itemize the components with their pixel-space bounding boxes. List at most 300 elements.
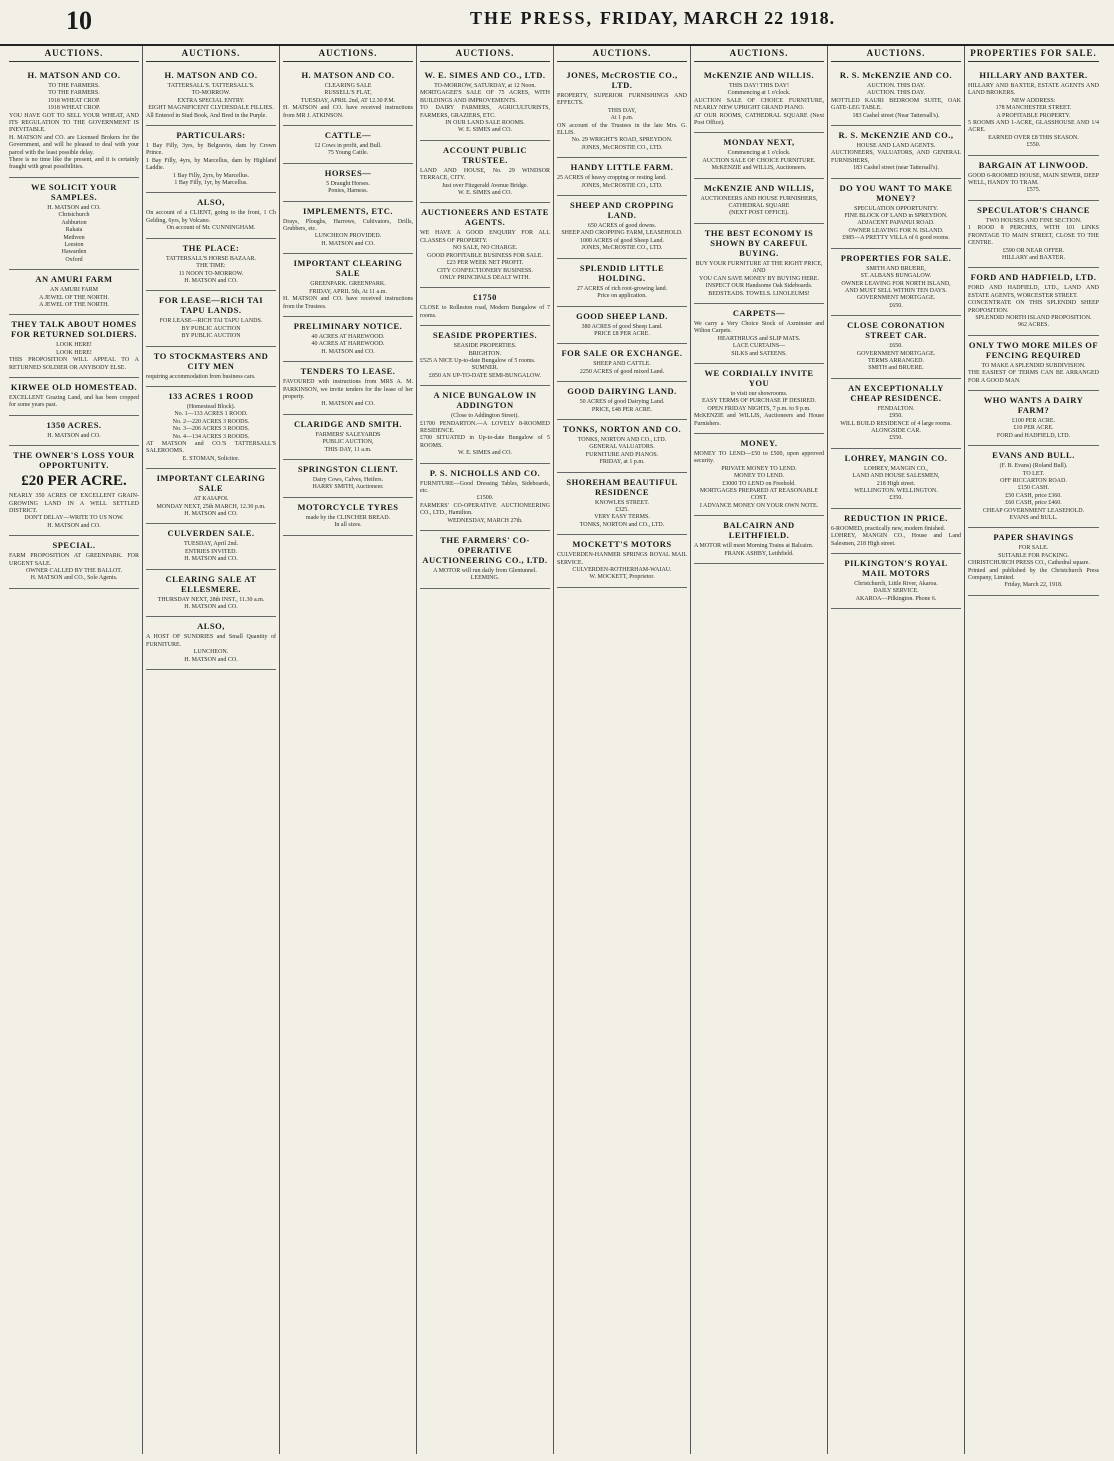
advertisement-text: LOHREY, MANGIN CO., House and Land Salesmen, 218 High street. — [831, 533, 961, 547]
advertisement-text: H. MATSON and CO. — [47, 522, 101, 529]
advertisement — [557, 307, 687, 345]
advertisement — [420, 203, 550, 288]
advertisement-text: HILLARY and BAXTER. — [1002, 254, 1065, 261]
advertisement-heading: IMPORTANT CLEARING SALE — [293, 258, 403, 279]
advertisement — [694, 224, 824, 304]
advertisement-text: Leeston — [64, 241, 84, 248]
advertisement-heading: 1350 ACRES. — [46, 419, 102, 430]
advertisement-text: Christchurch — [58, 212, 90, 219]
advertisement-text: £550. — [889, 435, 903, 442]
advertisement-text: Oxford — [65, 256, 83, 263]
advertisement-text: TO THE FARMERS. — [48, 83, 100, 89]
advertisement-text: AT MATSON and CO.'S TATTERSALL'S SALEROOMS. — [146, 440, 276, 455]
advertisement — [283, 164, 413, 202]
advertisement-heading: CULVERDEN SALE. — [167, 528, 255, 539]
advertisement-text: INSPECT OUR Handsome Oak Sideboards. — [705, 283, 813, 290]
advertisement-text: DON'T DELAY—WRITE TO US NOW. — [24, 515, 124, 522]
advertisement-text: VERY EASY TERMS. — [594, 514, 650, 521]
advertisement-text: OWNER CALLED BY THE BALLOT. — [25, 568, 123, 575]
advertisement-text: 218 High street. — [876, 480, 916, 487]
advertisement-text: AUCTIONEERS, VALUATORS, AND GENERAL FURNISHERS, — [831, 150, 961, 164]
advertisement-text: 1 Bay Filly, 2yrs, by Marcellus. — [173, 172, 249, 179]
advertisement-text: £950. — [889, 413, 903, 420]
advertisement-heading: SHEEP AND CROPPING LAND. — [570, 200, 674, 221]
advertisement-heading: FORD AND HADFIELD, LTD. — [970, 272, 1097, 283]
advertisement-text: No. 1—133 ACRES 1 ROOD. — [174, 411, 248, 418]
advertisement-text: ON account of the Trustees in the late Mrs. G. ELLIS. — [557, 122, 687, 137]
advertisement-text: W. E. SIMES and CO. — [458, 190, 512, 197]
advertisement — [146, 66, 276, 126]
advertisement-heading: CLEARING SALE AT ELLESMERE. — [165, 573, 257, 594]
advertisement-text: FOR SALE. — [1018, 545, 1049, 552]
advertisement — [968, 156, 1099, 201]
advertisement-text: (NEXT POST OFFICE). — [729, 210, 789, 217]
column-heading: AUCTIONS. — [831, 46, 961, 62]
advertisement-heading: MONDAY NEXT, — [723, 137, 795, 148]
advertisement-text: £150 CASH. — [1017, 485, 1049, 492]
advertisement-text: FRIDAY, at 1 p.m. — [599, 459, 645, 466]
advertisement-heading: AN AMURI FARM — [35, 274, 113, 285]
advertisement-text: AT OUR ROOMS, CATHEDRAL SQUARE (Next Post Office). — [694, 112, 824, 127]
advertisement-text: TONKS, NORTON and CO., LTD. — [579, 521, 665, 528]
advertisement-text: GOVERNMENT MORTGAGE. — [856, 295, 936, 302]
column-heading: AUCTIONS. — [694, 46, 824, 62]
advertisement-text: LEEMING. — [470, 575, 500, 582]
advertisement-text: H. MATSON and CO. — [184, 604, 238, 611]
advertisement-text: BY PUBLIC AUCTION — [181, 333, 241, 340]
page-number: 10 — [66, 6, 92, 35]
advertisement-text: £575. — [1026, 187, 1041, 194]
advertisement-heading: H. MATSON AND CO. — [27, 70, 121, 80]
advertisement — [968, 201, 1099, 268]
advertisement — [557, 473, 687, 536]
advertisement-text: £325. — [615, 506, 629, 513]
advertisement-text: MONEY TO LEND. — [733, 473, 785, 480]
advertisement-heading: AUCTIONEERS AND ESTATE AGENTS. — [421, 207, 549, 228]
advertisement-text: £100 PER ACRE. — [1011, 417, 1056, 424]
advertisement-heading: CLOSE CORONATION STREET CAR. — [847, 320, 945, 341]
advertisement-text: CATHEDRAL SQUARE — [728, 203, 790, 210]
advertisement-text: ONLY PRINCIPALS DEALT WITH. — [439, 274, 531, 281]
advertisement-text: 27 ACRES of rich root-growing land. — [576, 285, 668, 292]
advertisement-text: TWO HOUSES AND FINE SECTION. — [985, 217, 1082, 224]
advertisement-text: Commencing at 1 o'clock. — [727, 150, 791, 157]
advertisement-text: Friday, March 22, 1918. — [1004, 582, 1063, 589]
advertisement-heading: HORSES— — [324, 167, 372, 178]
newspaper-title: THE PRESS, — [470, 8, 594, 28]
advertisement — [420, 531, 550, 589]
advertisement-text: NEARLY 350 ACRES OF EXCELLENT GRAIN-GROWING LAND IN A WELL SETTLED DISTRICT. — [9, 493, 139, 514]
advertisement-heading: PILKINGTON'S ROYAL MAIL MOTORS — [844, 558, 948, 579]
advertisement-text: Rakaia — [65, 227, 83, 234]
advertisement — [831, 509, 961, 554]
advertisement-heading: EVANS AND BULL. — [992, 450, 1075, 461]
advertisement-text: Price on application. — [597, 293, 647, 300]
advertisement-text: TUESDAY, April 2nd. — [183, 541, 238, 548]
advertisement-heading: WE SOLICIT YOUR SAMPLES. — [31, 181, 117, 202]
advertisement-text: 178 MANCHESTER STREET. — [995, 105, 1072, 112]
advertisement — [283, 126, 413, 164]
advertisement — [968, 336, 1099, 391]
advertisement-heading: KIRWEE OLD HOMESTEAD. — [10, 381, 138, 392]
advertisement-text: GOOD 6-ROOMED HOUSE, MAIN SEWER, DEEP WELL, HANDY TO TRAM. — [968, 172, 1099, 187]
advertisement — [283, 202, 413, 255]
advertisement-heading: FOR LEASE—RICH TAI TAPU LANDS. — [158, 295, 264, 316]
advertisement-heading: SPECULATOR'S CHANCE — [977, 204, 1090, 215]
advertisement-text: BUY YOUR FURNITURE AT THE RIGHT PRICE, — [695, 260, 823, 267]
advertisement-text: £650. — [889, 302, 903, 309]
advertisement-heading: ACCOUNT PUBLIC TRUSTEE. — [442, 144, 528, 165]
advertisement-text: ENTRIES INVITED. — [185, 548, 237, 555]
advertisement-text: 6-ROOMED, practically new, modern finished. — [831, 525, 946, 532]
advertisement-text: 1918 WHEAT CROP. — [47, 97, 101, 104]
advertisement-text: H. MATSON and CO. have received instructions from the Trustees. — [283, 296, 413, 310]
advertisement — [831, 249, 961, 316]
advertisement-text: EVANS and BULL. — [1009, 515, 1058, 522]
advertisement-text: A MOTOR will meet Morning Trains at Balcairn. — [694, 543, 814, 550]
advertisement-text: EXCELLENT Grazing Land, and has been cropped for some years past. — [9, 394, 139, 409]
advertisement-text: PUBLIC AUCTION, — [322, 439, 374, 446]
advertisement-text: (Homestead Block). — [186, 403, 236, 410]
advertisement-heading: LOHREY, MANGIN CO. — [844, 452, 948, 463]
advertisement-text: TATTERSALL'S HORSE BAZAAR. — [165, 255, 257, 262]
advertisement-text: CLEARING SALE — [324, 83, 372, 89]
advertisement — [420, 141, 550, 204]
advertisement-text: £850 AN UP-TO-DATE SEMI-BUNGALOW. — [429, 372, 541, 379]
advertisement-text: OFF RICCARTON ROAD. — [1000, 478, 1067, 484]
advertisement-text: SPECULATION OPPORTUNITY. — [854, 205, 938, 212]
advertisement-text: PRICE, £48 PER ACRE. — [591, 406, 653, 413]
advertisement-text: FRIDAY, APRIL 5th, At 11 a.m. — [309, 288, 387, 295]
advertisement-heading: SHOREHAM BEAUTIFUL RESIDENCE — [566, 476, 678, 497]
advertisement-text: H. MATSON and CO. — [321, 401, 375, 408]
advertisement-text: AND MUST SELL WITHIN TEN DAYS. — [845, 287, 947, 294]
advertisement-text: GENERAL VALUATORS. — [589, 444, 655, 451]
advertisement-text: 11 NOON TO-MORROW. — [178, 270, 244, 277]
advertisement-text: BRIGHTON. — [468, 350, 502, 357]
advertisement — [831, 449, 961, 509]
advertisement-heading: WE CORDIALLY INVITE YOU — [704, 367, 814, 388]
advertisement-text: OWNER LEAVING FOR N. ISLAND. — [848, 227, 944, 234]
advertisement-text: CITY CONFECTIONERY BUSINESS. — [436, 267, 534, 274]
advertisement — [694, 66, 824, 133]
advertisement-text: TO LET. — [1022, 470, 1045, 477]
advertisement-text: In all sizes. — [334, 522, 362, 529]
advertisement-text: SPLENDID NORTH ISLAND PROPOSITION. — [975, 314, 1092, 321]
advertisement — [557, 382, 687, 420]
advertisement-heading: R. S. McKENZIE AND CO., — [838, 130, 954, 141]
advertisement — [283, 254, 413, 317]
advertisement-text: H. MATSON and CO. — [184, 277, 238, 284]
advertisement-text: GOOD PROFITABLE BUSINESS FOR SALE. — [427, 252, 543, 259]
advertisement-text: H. MATSON and CO. — [184, 556, 238, 563]
column-4 — [417, 46, 554, 1454]
advertisement-text: No. 2—220 ACRES 3 ROODS. — [172, 418, 250, 425]
advertisement-text: JONES, McCROSTIE CO., LTD. — [581, 245, 663, 252]
advertisement — [420, 326, 550, 386]
advertisement-text: THIS PROPOSITION WILL APPEAL TO A RETURNED SOLDIER OR ANYBODY ELSE. — [9, 357, 139, 371]
advertisement-text: Printed and published by the Christchurch Press Company, Limited. — [968, 567, 1099, 582]
advertisement — [146, 126, 276, 193]
advertisement-heading: PROPERTIES FOR SALE. — [840, 252, 952, 263]
advertisement — [694, 516, 824, 564]
advertisement-text: AUCTION. THIS DAY. — [867, 83, 925, 89]
advertisement-text: THIS DAY! THIS DAY! — [729, 83, 789, 89]
column-heading: AUCTIONS. — [9, 46, 139, 62]
advertisement-text: 50 ACRES of good Dairying Land. — [579, 399, 665, 406]
advertisement-text: H. MATSON and CO. — [184, 511, 238, 517]
advertisement-text: PROPERTY, SUPERIOR FURNISHINGS AND EFFECTS. — [557, 93, 687, 107]
advertisement — [420, 464, 550, 531]
advertisement-text: LAND AND HOUSE, No. 29 WINDSOR TERRACE, CITY. — [420, 167, 550, 182]
advertisement — [146, 570, 276, 618]
advertisement-text: THURSDAY NEXT, 28th INST., 11.30 a.m. — [157, 596, 265, 603]
advertisement-text: AN AMURI FARM — [50, 287, 98, 294]
column-heading: AUCTIONS. — [283, 46, 413, 62]
advertisement-heading: AN EXCEPTIONALLY CHEAP RESIDENCE. — [848, 382, 944, 403]
advertisement — [557, 420, 687, 473]
advertisement-text: £985—A PRETTY VILLA of 6 good rooms. — [842, 235, 950, 242]
advertisement-heading: IMPORTANT CLEARING SALE — [156, 473, 266, 494]
advertisement — [9, 66, 139, 178]
advertisement-heading: TONKS, NORTON AND CO. — [562, 423, 682, 434]
advertisement-text: CHEAP GOVERNMENT LEASEHOLD. — [982, 507, 1085, 514]
advertisement-text: TATTERSALL'S. TATTERSALL'S. — [167, 83, 255, 89]
advertisement-text: LUNCHEON. — [193, 649, 229, 656]
advertisement-text: HOUSE AND LAND AGENTS. — [856, 143, 936, 150]
advertisement-text: There is no time like the present, and it is certainly fraught with great possibilities. — [9, 157, 139, 171]
advertisement-text: 1000 ACRES of good Sheep Land. — [580, 237, 664, 244]
advertisement-text: £3000 TO LEND on Freehold. — [722, 480, 796, 487]
advertisement-text: TUESDAY, APRIL 2nd, AT 12.30 P.M. — [300, 97, 396, 104]
advertisement — [694, 434, 824, 516]
advertisement — [694, 133, 824, 178]
advertisement-heading: SPLENDID LITTLE HOLDING. — [579, 262, 665, 283]
advertisement-text: £1700 PENDARTON.—A LOVELY 8-ROOMED RESIDENCE. — [420, 420, 550, 434]
advertisement-text: £350. — [889, 495, 903, 502]
advertisement-text: £10 PER ACRE. — [1013, 425, 1054, 432]
advertisement-text: OWNER LEAVING FOR NORTH ISLAND, — [841, 280, 951, 287]
advertisement-text: £700 SITUATED in Up-to-date Bungalow of 5 ROOMS. — [420, 435, 550, 449]
column-6 — [691, 46, 828, 1454]
advertisement-text: On account of Mr. CUNNINGHAM. — [166, 225, 256, 232]
advertisement-text: SHEEP AND CROPPING FARM, LEASEHOLD. — [561, 230, 683, 237]
advertisement — [968, 268, 1099, 335]
advertisement-text: 40 ACRES AT HAREWOOD. — [311, 333, 385, 340]
advertisement-text: At 1 p.m. — [610, 115, 634, 122]
advertisement-text: 5 ROOMS AND 1-ACRE, GLASSHOUSE AND 1/4 ACRE. — [968, 120, 1099, 134]
advertisement-text: A PROFITABLE PROPERTY. — [996, 112, 1071, 119]
advertisement-text: H. MATSON and CO. — [184, 656, 238, 663]
advertisement-text: 12 Cows in profit, and Bull. — [314, 143, 382, 150]
advertisement-text: AND — [752, 268, 766, 275]
advertisement-text: WILL BUILD RESIDENCE of 4 large rooms. — [840, 420, 952, 427]
advertisement-heading: H. MATSON AND CO. — [164, 70, 258, 80]
column-3 — [280, 46, 417, 1454]
advertisement-text: RUSSELL'S FLAT, — [324, 90, 372, 97]
advertisement-text: BY PUBLIC AUCTION — [181, 325, 241, 332]
advertisement — [146, 239, 276, 292]
advertisement-text: BEDSTEADS. TOWELS. LINOLEUMS! — [708, 290, 810, 297]
advertisement-text: FRANK ASHBY, Leithfield. — [724, 550, 794, 557]
advertisement — [831, 179, 961, 249]
advertisement-heading: THE FARMERS' CO-OPERATIVE AUCTIONEERING CO., LTD. — [422, 535, 548, 566]
advertisement — [694, 364, 824, 434]
advertisement — [831, 554, 961, 609]
advertisement-heading: P. S. NICHOLLS AND CO. — [429, 467, 541, 478]
advertisement-heading: ONLY TWO MORE MILES OF FENCING REQUIRED — [968, 339, 1099, 360]
advertisement-text: 25 ACRES of heavy cropping or resting land. — [557, 175, 667, 182]
advertisement — [283, 460, 413, 498]
advertisement-heading: SPECIAL. — [52, 540, 96, 551]
advertisement-text: (Close to Addington Street). — [451, 413, 519, 420]
advertisement — [557, 259, 687, 307]
advertisement-text: AUCTION SALE OF CHOICE FURNITURE, NEARLY NEW UPRIGHT GRAND PIANO. — [694, 97, 824, 112]
advertisement-heading: McKENZIE AND WILLIS. — [703, 70, 815, 80]
advertisement-text: WE HAVE A GOOD ENQUIRY FOR ALL CLASSES OF PROPERTY. — [420, 230, 550, 244]
column-7 — [828, 46, 965, 1454]
advertisement — [831, 66, 961, 126]
advertisement-text: 650 ACRES of good downs. — [587, 223, 657, 230]
advertisement-text: WEDNESDAY, MARCH 27th. — [447, 517, 523, 524]
advertisement-heading: THEY TALK ABOUT HOMES FOR RETURNED SOLDIERS. — [10, 319, 137, 340]
advertisement-text: HEARTHRUGS and SLIP MATS. — [717, 335, 801, 342]
advertisement-text: TO DAIRY FARMERS, AGRICULTURISTS, FARMERS, GRAZIERS, ETC. — [420, 105, 550, 119]
advertisement-text: 1 Bay Filly, 4yrs, by Marcellus, dam by Highland Laddie. — [146, 157, 276, 172]
advertisement-text: FARMERS' CO-OPERATIVE AUCTIONEERING CO., LTD., Hamilton. — [420, 502, 550, 517]
advertisement-text: H. MATSON and CO. — [321, 240, 375, 247]
advertisement-text: MONDAY NEXT, 25th MARCH, 12.30 p.m. — [156, 503, 266, 510]
advertisement-heading: R. S. McKENZIE AND CO. — [839, 70, 953, 80]
advertisement — [283, 415, 413, 460]
advertisement — [968, 446, 1099, 528]
advertisement-heading: TO STOCKMASTERS AND CITY MEN — [153, 350, 269, 371]
advertisement-heading: W. E. SIMES AND CO., LTD. — [424, 70, 546, 80]
advertisement-text: (F. B. Evans) (Roland Bull). — [999, 463, 1068, 470]
advertisement-text: LOHREY, MANGIN CO., — [863, 465, 929, 472]
advertisement-text: TO THE FARMERS. — [48, 90, 100, 97]
advertisement-text: SMITH AND BRUERE, — [866, 265, 926, 272]
advertisement-text: £650. — [889, 343, 903, 350]
advertisement-heading: A NICE BUNGALOW IN ADDINGTON — [433, 390, 537, 411]
advertisement-text: FOR LEASE—RICH TAI TAPU LANDS. — [159, 318, 263, 325]
advertisement-text: W. MOCKETT, Proprietor. — [589, 574, 655, 581]
advertisement — [146, 617, 276, 670]
advertisement-text: CULVERDEN-ROTHERHAM-WAIAU. — [572, 567, 672, 573]
advertisement-heading: GOOD DAIRYING LAND. — [567, 386, 677, 397]
column-2 — [143, 46, 280, 1454]
advertisement-text: EIGHT MAGNIFICENT CLYDESDALE FILLIES. — [148, 105, 274, 112]
advertisement-text: I ADVANCE MONEY ON YOUR OWN NOTE. — [699, 502, 819, 509]
advertisement-text: NO SALE, NO CHARGE. — [452, 245, 518, 252]
advertisement-heading: DO YOU WANT TO MAKE MONEY? — [839, 182, 953, 203]
advertisement-heading: HILLARY AND BAXTER. — [979, 70, 1088, 80]
advertisement-text: No. 29 WRIGHT'S ROAD, SPREYDON. — [571, 137, 673, 144]
advertisement-text: LOOK HERE! — [56, 349, 92, 356]
advertisement — [968, 391, 1099, 446]
advertisement-text: A MOTOR will run daily from Glentunnel. — [433, 568, 537, 575]
advertisement-text: £590 OR NEAR OFFER. — [1002, 247, 1065, 254]
advertisement-heading: ALSO, — [197, 621, 225, 632]
advertisement — [9, 315, 139, 378]
advertisement-text: H. MATSON and CO. — [47, 204, 101, 211]
column-heading: PROPERTIES FOR SALE. — [968, 46, 1099, 62]
advertisement-text: MONEY TO LEND—£50 to £500, upon approved security. — [694, 450, 824, 465]
advertisement — [146, 387, 276, 469]
advertisement-heading: THE OWNER'S LOSS YOUR OPPORTUNITY. — [13, 450, 135, 471]
advertisement-heading: REDUCTION IN PRICE. — [844, 512, 948, 523]
advertisement-text: 40 ACRES AT HAREWOOD. — [311, 341, 385, 348]
advertisement-text: £1500. — [476, 495, 494, 502]
advertisement — [283, 317, 413, 362]
advertisement-heading: MOCKETT'S MOTORS — [572, 539, 672, 550]
advertisement-text: McKENZIE and WILLIS, Auctioneers and House Furnishers. — [694, 413, 824, 427]
advertisement-text: Drays, Ploughs, Harrows, Cultivators, Drills, Grubbers, etc. — [283, 218, 413, 233]
advertisement-text: EXTRA SPECIAL ENTRY. — [177, 97, 245, 104]
advertisement-text: SMITH and BRUERE. — [868, 365, 924, 372]
advertisement-text: TONKS, NORTON AND CO., LTD. — [577, 436, 667, 443]
advertisement-text: Methven — [63, 234, 85, 241]
advertisement-text: FENDALTON. — [877, 405, 915, 412]
advertisement-text: YOU CAN SAVE MONEY BY BUYING HERE. — [699, 275, 819, 282]
advertisement-text: SILKS and SATEENS. — [731, 350, 787, 357]
advertisement-heading: H. MATSON AND CO. — [301, 70, 395, 80]
advertisement — [146, 524, 276, 569]
advertisement-heading: McKENZIE AND WILLIS, — [703, 182, 815, 193]
advertisement-text: DAILY SERVICE. — [873, 588, 919, 595]
advertisement-text: All Entered in Stud Book, And Bred in the Purple. — [146, 112, 267, 119]
advertisement-text: CLOSE to Rolleston road, Modern Bungalow of 7 rooms. — [420, 305, 550, 319]
advertisement-text: JONES, McCROSTIE CO., LTD. — [581, 182, 663, 189]
advertisement-text: AKAROA—Pilkington. Phone 6. — [855, 595, 937, 602]
advertisement-text: SHEEP AND CATTLE. — [593, 361, 651, 368]
advertisement-heading: IMPLEMENTS, ETC. — [303, 205, 393, 216]
advertisement-text: £23 PER WEEK NET PROFIT. — [446, 260, 524, 267]
advertisement-text: CHRISTCHURCH PRESS CO., Cathedral square. — [968, 560, 1090, 567]
advertisement-heading: ALSO, — [197, 197, 225, 208]
advertisement-text: YOU HAVE GOT TO SELL YOUR WHEAT, AND ITS REGULATION TO THE GOVERNMENT IS INEVITABLE. — [9, 112, 139, 134]
advertisement-heading: CLARIDGE AND SMITH. — [294, 418, 402, 429]
advertisement — [146, 347, 276, 387]
advertisement-text: We carry a Very Choice Stock of Axminster and Wilton Carpets. — [694, 320, 824, 335]
advertisement-text: Hawarden — [61, 249, 87, 256]
advertisement — [283, 66, 413, 126]
advertisement-text: ST. ALBANS BUNGALOW. — [860, 273, 932, 280]
advertisement-columns — [6, 46, 1108, 1454]
advertisement — [420, 288, 550, 326]
advertisement-text: 75 Young Cattle. — [327, 150, 369, 157]
advertisement-text: 5 Draught Horses. — [326, 180, 370, 187]
advertisement-text: FORD and HADFIELD, LTD. — [996, 432, 1071, 439]
advertisement-text: Ponies, Harness. — [328, 188, 368, 195]
advertisement — [420, 66, 550, 141]
advertisement — [557, 196, 687, 259]
advertisement-text: 183 Cashel street (Near Tattersall's). — [852, 112, 940, 119]
advertisement — [146, 291, 276, 346]
advertisement-text: ALONGSIDE CAR. — [871, 427, 921, 434]
advertisement — [283, 362, 413, 415]
advertisement-heading: JONES, McCROSTIE CO., LTD. — [566, 70, 678, 90]
advertisement-heading: PAPER SHAVINGS — [993, 532, 1074, 543]
advertisement-text: LOOK HERE! — [56, 342, 92, 349]
advertisement-text: SEASIDE PROPERTIES. — [453, 343, 517, 350]
advertisement-text: 1 ROOD 8 PERCHES, WITH 101 LINKS FRONTAGE TO MAIN STREET, CLOSE TO THE CENTRE. — [968, 225, 1099, 247]
advertisement-text: HILLARY AND BAXTER, ESTATE AGENTS AND LAND BROKERS. — [968, 83, 1099, 97]
advertisement-text: 380 ACRES of good Sheep Land. — [581, 323, 663, 330]
advertisement-text: £550. — [1026, 142, 1041, 149]
advertisement-text: GREENPARK. GREENPARK. — [310, 281, 386, 288]
advertisement-text: THE EASIEST OF TERMS CAN BE ARRANGED FOR A GOOD MAN. — [968, 370, 1099, 384]
